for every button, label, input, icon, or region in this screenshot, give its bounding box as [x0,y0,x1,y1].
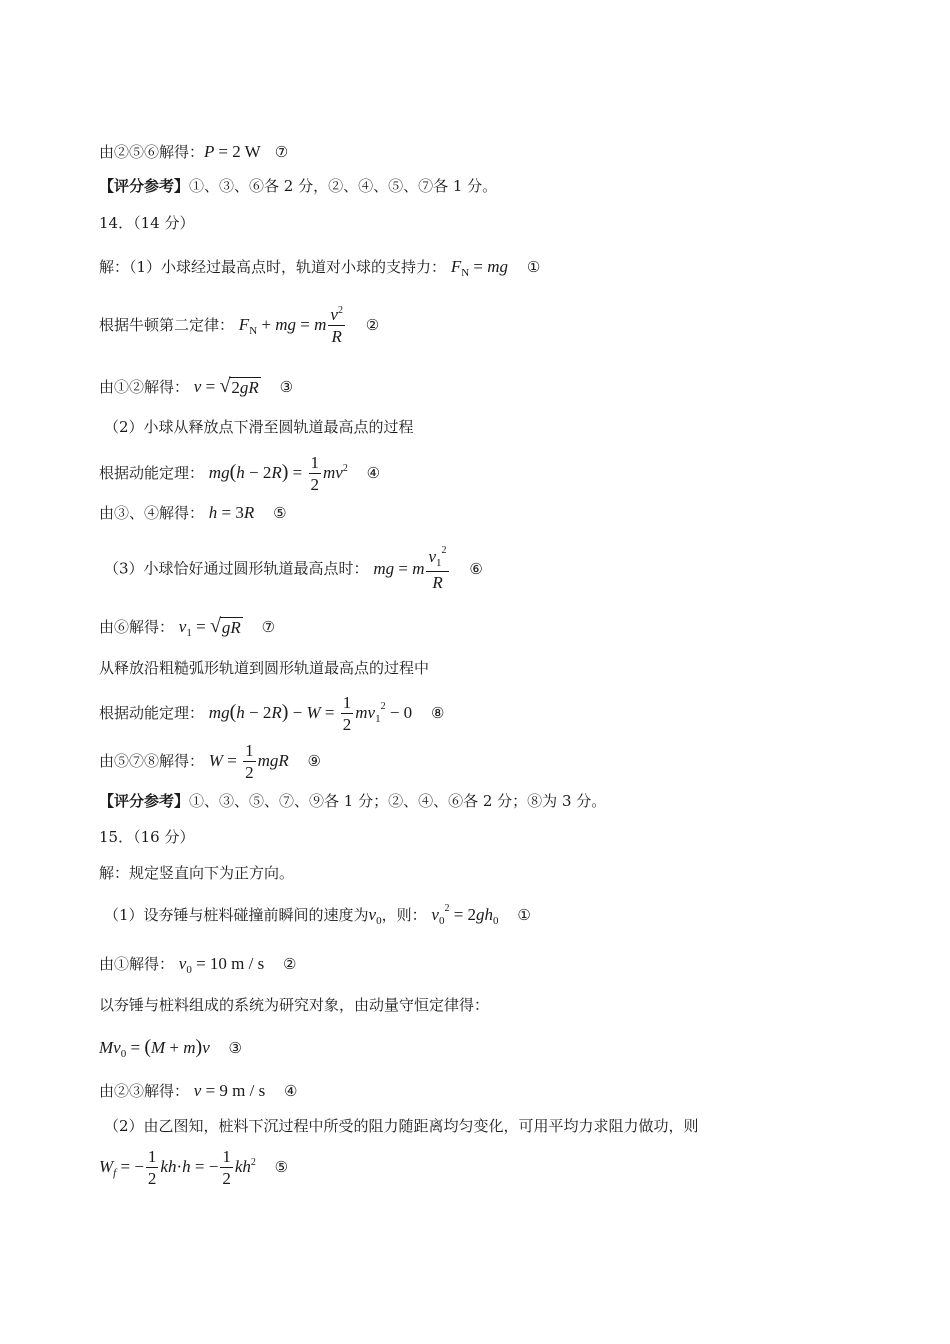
equation: $v_1$ = √ gR [178,615,241,639]
line-text: 由⑤⑦⑧解得： [99,751,205,770]
question-14-heading: 14．（14 分） [99,214,195,232]
scoring-text: ①、③、⑥各 2 分，②、④、⑤、⑦各 1 分。 [189,177,498,195]
line-text: 根据动能定理： [99,463,205,482]
equation: $F_N$ + mg = m $\frac{v^2}{R}$ [238,305,343,346]
v1-result-line [99,616,275,639]
line-text: 由②③解得： [99,1082,190,1100]
line-text: （3）小球恰好通过圆形轨道最高点时： [104,559,369,578]
line-text-mid: ，则： [381,906,427,924]
equation-marker: ① [526,258,541,276]
equation-marker: ⑦ [261,618,276,636]
impact-velocity-line [104,903,531,927]
power-variable: P [204,142,215,161]
line-text: 根据动能定理： [99,703,205,722]
equation-marker: ④ [284,1082,298,1100]
sign-convention-line: 解：规定竖直向下为正方向。 [99,864,295,882]
momentum-conservation-line: 以夯锤与桩料组成的系统为研究对象，由动量守恒定律得： [99,996,490,1014]
equation: $v_0^2 = 2gh_0$ [431,903,499,927]
line-text: 根据牛顿第二定律： [99,315,235,334]
equation-marker: ② [283,955,297,973]
scoring-reference-line-2 [99,794,606,809]
equation: mg = m $\frac{v_1^2}{R}$ [373,545,447,592]
line-text: 解：（1）小球经过最高点时，轨道对小球的支持力： [99,258,447,276]
line-text: 由②⑤⑥解得： [99,143,205,161]
velocity-result-line [99,376,293,396]
line-text: 由①解得： [99,955,175,973]
equation-marker: ⑤ [274,1157,289,1176]
momentum-equation-line [99,1037,242,1060]
kinetic-energy-theorem-line [99,454,380,494]
resistance-work-line [99,1148,288,1188]
result-power-line [99,143,288,160]
equation: $v_0 = 10$ m / s [178,954,265,976]
equation-marker: ⑥ [469,559,483,578]
equation: W = $\frac{1}{2}$ mgR [208,741,289,782]
equation: $F_N$ = mg [450,257,509,279]
part-3-line [104,545,483,592]
part-2-resistance-line: （2）由乙图知，桩料下沉过程中所受的阻力随距离均匀变化，可用平均力求阻力做功，则 [104,1117,699,1135]
equation: $W_f$ = − $\frac{1}{2}$ kh·h = − $\frac{1}{2}$ $kh^2$ [99,1147,256,1188]
equation-marker: ③ [228,1039,242,1057]
scoring-reference-line [99,179,497,194]
equation: $Mv_0 = (M + m)v$ [99,1036,210,1060]
equation: v = √ 2gR [193,375,259,397]
equation-marker: ② [365,315,380,334]
v0-symbol: $v_0$ [368,905,382,927]
equation-marker: ① [517,906,531,924]
scoring-text: ①、③、⑤、⑦、⑨各 1 分；②、④、⑥各 2 分；⑧为 3 分。 [189,792,607,810]
equation-marker: ⑤ [273,504,287,522]
equation-marker: ⑦ [274,143,289,161]
line-text: （1）设夯锤与桩料碰撞前瞬间的速度为 [104,906,369,924]
v0-result-line [99,955,296,976]
line-text: 由⑥解得： [99,618,175,636]
common-velocity-result-line [99,1082,297,1099]
equation: v = 9 m / s [193,1081,266,1100]
equation-marker: ⑨ [307,751,321,770]
kinetic-energy-theorem-line-2 [99,694,444,734]
question-15-heading: 15．（16 分） [99,828,195,846]
equation: mg(h − 2R) − W = $\frac{1}{2}$ $mv_1^2 - 0$ [208,693,413,734]
work-result-line [99,742,321,782]
equation-marker: ⑧ [430,703,445,722]
process-line: 从释放沿粗糙弧形轨道到圆形轨道最高点的过程中 [99,659,430,677]
equation: h = 3R [208,503,255,522]
equation-marker: ④ [366,463,381,482]
height-result-line [99,504,287,521]
line-text: 由①②解得： [99,378,190,396]
power-value: = 2 W [218,142,261,161]
support-force-line [99,258,540,279]
scoring-bracket: 【评分参考】 [99,177,190,195]
equation: mg(h − 2R) = $\frac{1}{2}$ $mv^2$ [208,453,348,494]
scoring-bracket: 【评分参考】 [99,792,190,810]
equation-marker: ③ [279,378,294,396]
part-2-line: （2）小球从释放点下滑至圆轨道最高点的过程 [104,418,414,436]
newton-second-law-line [99,306,379,346]
line-text: 由③、④解得： [99,504,205,522]
